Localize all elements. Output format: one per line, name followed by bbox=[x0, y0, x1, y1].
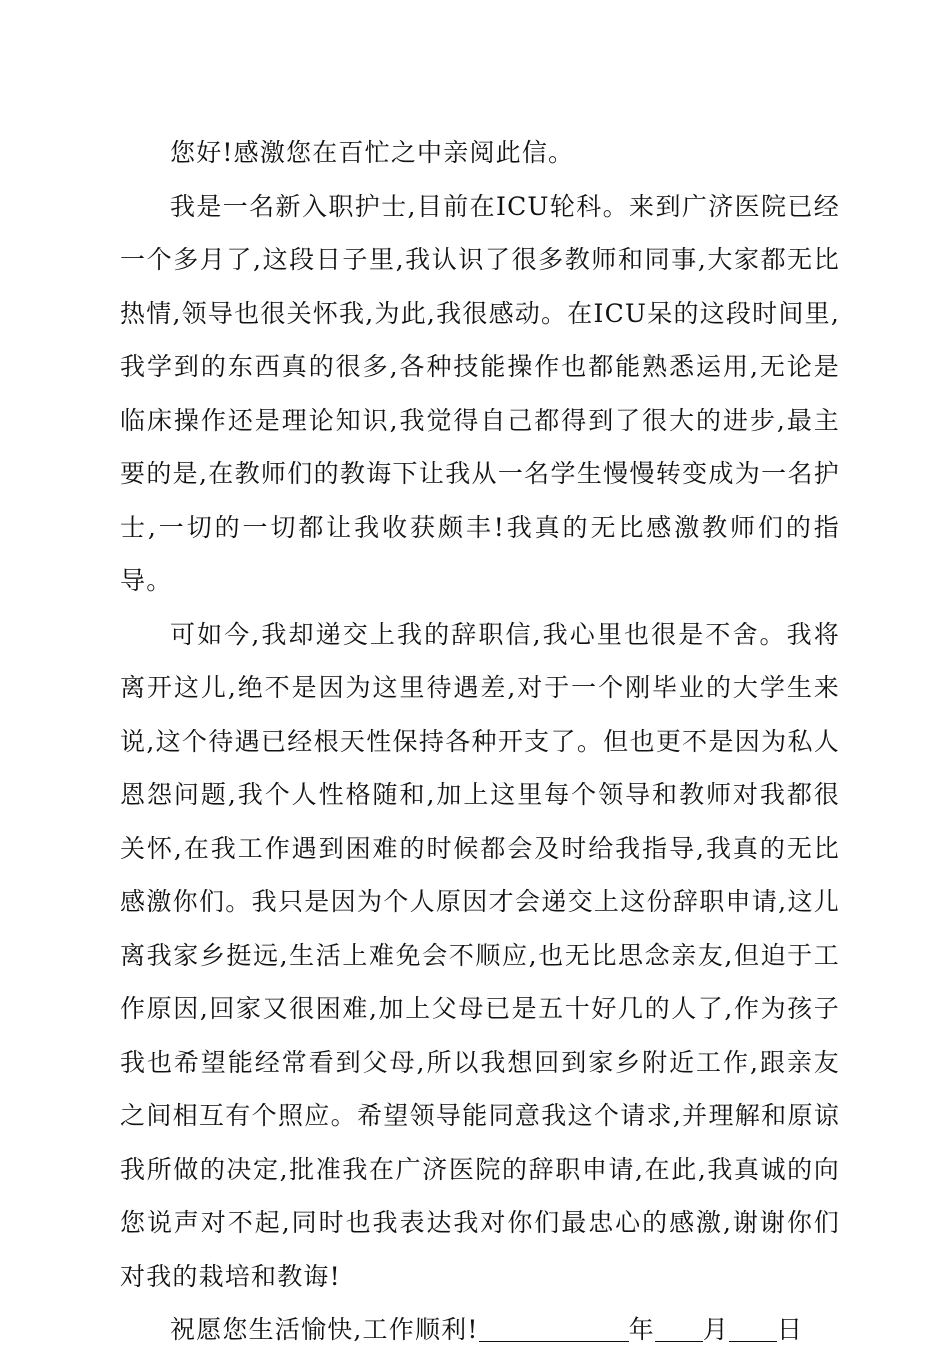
date-month-label: 月 bbox=[702, 1315, 730, 1344]
date-year-label: 年 bbox=[628, 1315, 655, 1344]
date-day-label: 日 bbox=[777, 1315, 804, 1344]
greeting-paragraph: 您好!感激您在百忙之中亲阅此信。 bbox=[170, 138, 575, 167]
body-paragraph-2: 可如今,我却递交上我的辞职信,我心里也很是不舍。我将离开这儿,绝不是因为这里待遇差,对于一个刚毕业的大学生来说,这个待遇已经根天性保持各种开支了。但也更不是因为私人恩怨问题,我个人性格随和,加上这里每个领导和教师对我都很关怀,在我工作遇到困难的时候都会及时给我指导,我真的无比感激你们。我只是因为个人原因才会递交上这份辞职申请,这儿离我家乡挺远,生活上难免会不顺应,也无比思念亲友,但迫于工作原因,回家又很困难,加上父母已是五十好几的人了,作为孩子我也希望能经常看到父母,所以我想回到家乡附近工作,跟亲友之间相互有个照应。希望领导能同意我这个请求,并理解和原谅我所做的决定,批准我在广济医院的辞职申请,在此,我真诚的向您说声对不起,同时也我表达我对你们最忠心的感激,谢谢你们对我的栽培和教诲! bbox=[120, 619, 840, 1291]
signature-blank bbox=[479, 1314, 629, 1343]
date-month-blank bbox=[655, 1314, 703, 1343]
closing-line bbox=[120, 1303, 840, 1357]
closing-text: 祝愿您生活愉快,工作顺利! bbox=[170, 1315, 479, 1344]
letter-body bbox=[120, 126, 840, 1357]
date-day-blank bbox=[729, 1314, 777, 1343]
body-paragraph-1: 我是一名新入职护士,目前在ICU轮科。来到广济医院已经一个多月了,这段日子里,我认识了很多教师和同事,大家都无比热情,领导也很关怀我,为此,我很感动。在ICU呆的这段时间里,我学到的东西真的很多,各种技能操作也都能熟悉运用,无论是临床操作还是理论知识,我觉得自己都得到了很大的进步,最主要的是,在教师们的教诲下让我从一名学生慢慢转变成为一名护士,一切的一切都让我收获颇丰!我真的无比感激教师们的指导。 bbox=[120, 191, 840, 595]
